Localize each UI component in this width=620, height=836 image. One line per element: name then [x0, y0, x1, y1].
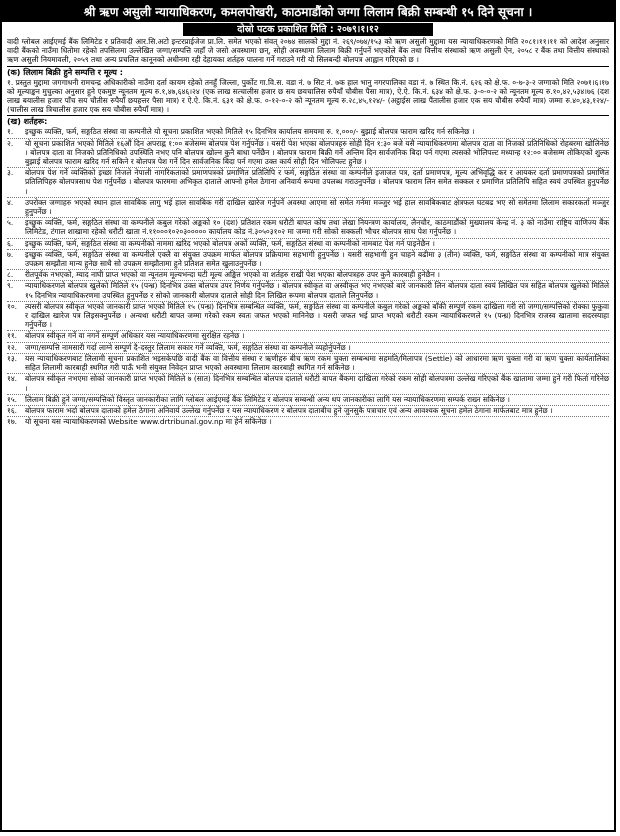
condition-text: रीतपूर्वक नभएको, म्याद नाघी प्राप्त भएको वा न्यूनतम मूल्यभन्दा घटी मूल्य अङ्कित भएको वा शर्तहरु राखी पेश भएका बोलपत्रहरु उपर कुनै कारबाही हुनेछैन ।: [25, 270, 440, 280]
condition-number: १३.: [7, 353, 18, 363]
condition-item: [7, 343, 609, 354]
section-property-heading: (क) लिलाम बिक्री हुने सम्पत्ति र मूल्य :: [7, 66, 609, 78]
condition-item: [7, 198, 609, 218]
condition-text: त्यसरी बोलपत्र स्वीकृत भएको जानकारी प्राप्त भएको मितिले १५ (पन्ध्र) दिनभित्र सम्बन्धित व्यक्ति, फर्म, सङ्गठित संस्था वा कम्पनीले कबुल गरेको अङ्कको बाँकी सम्पूर्ण रकम दाखिला गरी सो जग्गा/सम्पत्तिको रोक्का फुकुवा र दाखिल खारेज पत्र लिइसक्नुपर्नेछ । अन्यथा धरौटी बापत जम्मा गरेको रकम स्वतः जफत भएको मानिनेछ । यसरी जफत भई प्राप्त भएको धरौटी रकम न्यायाधिकरणले १५ (पन्ध्र) दिनभित्र राजस्व खातामा सदरस्याहा गर्नुपर्नेछ ।: [25, 301, 609, 330]
property-description: १. प्रस्तुत मुद्दामा जगगाधनी रामचन्द्र अधिकारीको नाउँमा दर्ता कायम रहेको तनहुँ जिल्ला, पुर्कोट गा.वि.स. वडा नं. ७ सिट नं. ७क हाल भानु नगरपालिका वडा नं. ७ स्थित कि.नं. ६२६ को क्षे.फ. ०-७-३-२ जग्गाको मिति २०७१।६।१७ को मूल्याङ्कन मुचुल्का अनुसार हुने एकमुष्ट न्यूनतम मूल्य रु.१,४७,६४६।२४ (एक लाख सत्चालीस हजार छ सय छयचालिस रुपैयाँ चौबीस पैसा मात्र), ऐ.ऐ. कि.नं. ६३४ को क्षे.फ. ३-०-०-२ को न्यूनतम मूल्य रु.१०,४२,५३४।७६ (दश लाख बयालीस हजार पाँच सय चौतीस रुपैयाँ छयहत्तर पैसा मात्र) र ऐ.ऐ. कि.नं. ६३१ को क्षे.फ. ०-१२-०-२ को न्यूनतम मूल्य रु.२८,४५,१२४/- (अट्ठाईस लाख पैंतालीस हजार एक सय चौबीस रुपैयाँ मात्र) जम्मा रु.४०,४३,१२४/- (चालीस लाख त्रिचालीस हजार एक सय चौबीस रुपैयाँ मात्र) ।: [7, 77, 609, 115]
condition-text: यो सूचना यस न्यायाधिकरणको Website www.drtribunal.gov.np मा हेर्न सकिनेछ ।: [25, 417, 272, 427]
condition-item: [7, 218, 609, 238]
condition-item: [7, 239, 609, 250]
condition-number: ८.: [7, 270, 14, 280]
condition-number: ९.: [7, 281, 14, 291]
condition-text: जग्गा/सम्पत्ति नामसारी गर्दा लाग्ने सम्पूर्ण दै-दस्तुर लिलाम सकार गर्ने व्यक्ति, फर्म, सङ्गठित संस्था वा कम्पनीले व्यहोर्नुपर्नेछ ।: [25, 342, 351, 352]
condition-text: लिलाम बिक्री हुने जग्गा/सम्पत्तिको विस्तृत जानकारीका लागि ग्लोबल आईएमई बैंक लिमिटेड र बोलपत्र सम्बन्धी अन्य थप जानकारीका लागि यस न्यायाधिकरणमा सम्पर्क राख्न सकिनेछ ।: [25, 394, 510, 404]
notice-body: [2, 37, 614, 427]
condition-item: [7, 168, 609, 198]
condition-number: २.: [7, 138, 14, 148]
condition-text: इच्छुक व्यक्ति, फर्म, सङ्गठित संस्था वा कम्पनीले एक्लै वा संयुक्त उपक्रम मार्फत बोलपत्र प्रक्रियामा सहभागी हुनुपर्नेछ । यसरी सहभागी हुन चाहने बढीमा ३ (तीन) व्यक्ति, फर्म, सङ्गठित संस्था वा कम्पनीको मात्र संयुक्त उपक्रम सम्झौता मान्य हुनेछ साथै सो उपक्रम सम्झौतामा हुने प्रतिशत समेत खुलाउनुपर्नेछ ।: [25, 249, 609, 269]
condition-text: बोलपत्र स्वीकृत गर्ने वा नगर्ने सम्पूर्ण अधिकार यस न्यायाधिकरणमा सुरक्षित रहनेछ ।: [25, 331, 245, 341]
condition-number: १७.: [7, 417, 18, 427]
section-conditions-heading: (ख) शर्तहरू:: [7, 115, 609, 127]
condition-item: [7, 406, 609, 417]
condition-number: १२.: [7, 342, 18, 352]
condition-item: [7, 331, 609, 342]
condition-text: यो सूचना प्रकाशित भएको मितिले १६औं दिन अपराह्न १:०० बजेसम्म बोलपत्र पेश गर्नुपर्नेछ । यसरी पेश भएका बोलपत्रहरु सोही दिन १:३० बजे यसै न्यायाधिकरणमा बोलपत्र दाता वा निजको प्रतिनिधिको रोहबरमा खोलिनेछ । बोलपत्र दाता वा निजको प्रतिनिधिको उपस्थिति नभए पनि बोलपत्र खोल्न कुनै बाधा पर्नेछैन । बोलपत्र फाराम बिक्री गर्ने अन्तिम दिन सार्वजनिक बिदा पर्न गएमा त्यसको भोलिपल्ट मध्यान्ह १२:०० बजेसम्म तोकिएको शुल्क बुझाई बोलपत्र फाराम खरिद गर्न सकिने र बोलपत्र पेश गर्ने दिन सार्वजनिक बिदा पर्न गएमा उक्त कार्य सोही दिन भोलिपल्ट हुनेछ ।: [25, 138, 609, 167]
condition-item: [7, 395, 609, 406]
intro-paragraph: वादी ग्लोबल आईएमई बैंक लिमिटेड र प्रतिवादी आर.सि.अटो इन्टरप्राईजेज प्रा.लि. समेत भएको संवत् २०७४ सालको मुद्दा नं. २६९/०७४/१५३ को ऋण असुली मुद्दामा यस न्यायाधिकरणको मिति २०८१।११।११ को आदेश अनुसार वादी बैंकको नाउँमा धितोमा रहेको तपसिलमा उल्लेखित जग्गा/सम्पत्ति जहाँ जे जसो अवस्थामा छन्, सोही अवस्थामा लिलाम बिक्री गर्नुपर्ने भएकोले बैंक तथा वित्तीय संस्थाको ऋण असुली ऐन, २०५८ र बैंक तथा वित्तीय संस्थाको ऋण असुली नियमावली, २०५९ तथा अन्य प्रचलित कानूनको अधीनमा रही देहायका शर्तहरु पालना गर्ने गराउने गरी यो सिलबन्दी बोलपत्र आह्वान गरिएको छ ।: [7, 37, 609, 65]
condition-item: [7, 302, 609, 332]
notice-title: श्री ऋण असुली न्यायाधिकरण, कमलपोखरी, काठमाडौंको जग्गा लिलाम बिक्री सम्बन्धी १५ दिने सूचना ।: [2, 2, 614, 22]
condition-text: इच्छुक व्यक्ति, फर्म, सङ्गठित संस्था वा कम्पनीले कबुल गरेको अङ्कको १० (दश) प्रतिशत रकम धरौटी बापत कोष तथा लेखा नियन्त्रण कार्यालय, लैनचौर, काठमाडौंको मुख्यालय केन्द्र नं. ३ को नाउँमा राष्ट्रिय वाणिज्य बैंक लिमिटेड, टंगाल शाखामा रहेको धरौटी खाता नं.११०००१०२०३००००० कार्यालय कोड नं.३०५०३१०२ मा जम्मा गरी सोको सक्कली भौचर बोलपत्र साथ पेश गर्नुपर्नेछ ।: [25, 218, 609, 237]
condition-number: ७.: [7, 249, 14, 259]
condition-text: इच्छुक व्यक्ति, फर्म, सङ्गठित संस्था वा कम्पनीको नाममा खरिद भएको बोलपत्र अर्को व्यक्ति, फर्म, सङ्गठित संस्था वा कम्पनीको नामबाट पेश गर्न पाइनेछैन ।: [25, 238, 435, 248]
condition-item: [7, 127, 609, 138]
condition-item: [7, 139, 609, 169]
condition-item: [7, 417, 609, 427]
condition-text: इच्छुक व्यक्ति, फर्म, सङ्गठित संस्था वा कम्पनीले यो सूचना प्रकाशित भएको मितिले १५ दिनभित्र कार्यालय समयमा रु. १,०००/- बुझाई बोलपत्र फाराम खरिद गर्न सकिनेछ ।: [25, 127, 475, 137]
condition-item: [7, 354, 609, 374]
condition-text: न्यायाधिकरणले बोलपत्र खुलेको मितिले १५ (पन्ध्र) दिनभित्र उक्त बोलपत्र उपर निर्णय गर्नुपर्नेछ । बोलपत्र स्वीकृत वा अस्वीकृत भए नभएको बारे जानकारी लिन बोलपत्र दाता स्वयं लिखित पत्र सहित बोलपत्र खुलेको मितिले १५ दिनभित्र न्यायाधिकरणमा उपस्थित हुनुपर्नेछ र सोको जानकारी बोलपत्र दाताले सोही दिन लिखित रूपमा बोलपत्र दाताले लिनुपर्नेछ ।: [25, 281, 609, 300]
condition-number: ६.: [7, 238, 14, 248]
condition-number: १४.: [7, 374, 18, 384]
condition-number: १५.: [7, 394, 18, 404]
condition-item: [7, 281, 609, 301]
condition-text: बोलपत्र स्वीकृत नभएमा सोको जानकारी प्राप्त भएको मितिले ७ (सात) दिनभित्र सम्बन्धित बोलपत्र दाताले धरौटी बापत बैंकमा दाखिला गरेको रकम सोही बोलपत्रमा उल्लेख गरिएको बैंक खातामा जम्मा हुने गरी फिर्ता गरिनेछ ।: [25, 374, 609, 393]
condition-text: बोलपत्र फाराम भर्दा बोलपत्र दाताको हमेल ठेगाना अनिवार्य उल्लेख गर्नुपर्नेछ र यस न्यायाधिकरण र बोलपत्र दाताबीच हुने जुनसुकै पत्राचार एवं अन्य आवश्यक सूचना हमेल ठेगाना मार्फतबाट मात्र हुनेछ ।: [25, 405, 553, 415]
condition-number: ११.: [7, 331, 18, 341]
condition-text: बोलपत्र पेश गर्ने व्यक्तिको इच्छा निजले नेपाली नागरिकताको प्रमाणपत्रको प्रमाणित प्रतिलिपि र फर्म, सङ्गठित संस्था वा कम्पनीले इजाजत पत्र, दर्ता प्रमाणपत्र, मूल्य अभिवृद्धि कर र आयकर दर्ता प्रमाणपत्रको प्रमाणित प्रतिलिपिहरु बोलपत्रसाथ पेश गर्नुपर्नेछ । बोलपत्र फारममा अभिकृत दाताले आफ्नो हमेल ठेगाना अनिवार्य रूपमा उपलब्ध गराउनुपर्नेछ । बोलपत्र फाराम लिन समेत सक्कल र प्रमाणित प्रतिलिपि सहित स्वयं उपस्थित हुनुपर्नेछ ।: [25, 168, 609, 196]
condition-number: ५.: [7, 218, 14, 228]
condition-number: १.: [7, 127, 14, 137]
condition-item: [7, 250, 609, 270]
condition-number: ४.: [7, 197, 14, 207]
conditions-list: [7, 127, 609, 427]
condition-number: १०.: [7, 301, 18, 311]
condition-text: उपरोक्त जग्गाहरु भएको स्थान हाल सावबिक लागु भई हाल सावबिक गरी दाखिल खारेज गर्नुपर्ने अवस्था आएमा सो समेत गर्नमा मञ्जुर भई हाल सावबिकबाट क्षेत्रफल घटबढ भए सो समेतमा लिलाम सकारकर्ता मञ्जुर हुनुपर्नेछ ।: [25, 197, 609, 217]
condition-text: यस न्यायाधिकरणबाट लिलामी सूचना प्रकाशित भइसकेपछि वादी बैंक वा वित्तीय संस्था र ऋणीहरु बीच ऋण रकम चुक्ता सम्बन्धमा सहमति/मिलापत्र (Settle) को आधारमा ऋण चुक्ता गरी वा ऋण चुक्ता कार्यतालिका सहित लिलामी कारबाही स्थगित गरी पाऊँ भनी संयुक्त निवेदन प्राप्त भएको अवस्थामा लिलाम कारबाही स्थगित गर्न सकिनेछ ।: [25, 353, 609, 373]
condition-number: १६.: [7, 405, 18, 415]
publication-date: दोस्रो पटक प्रकाशित मिति : २०७९।१।१२: [183, 23, 433, 36]
condition-item: [7, 374, 609, 394]
condition-number: ३.: [7, 168, 14, 178]
condition-item: [7, 270, 609, 281]
